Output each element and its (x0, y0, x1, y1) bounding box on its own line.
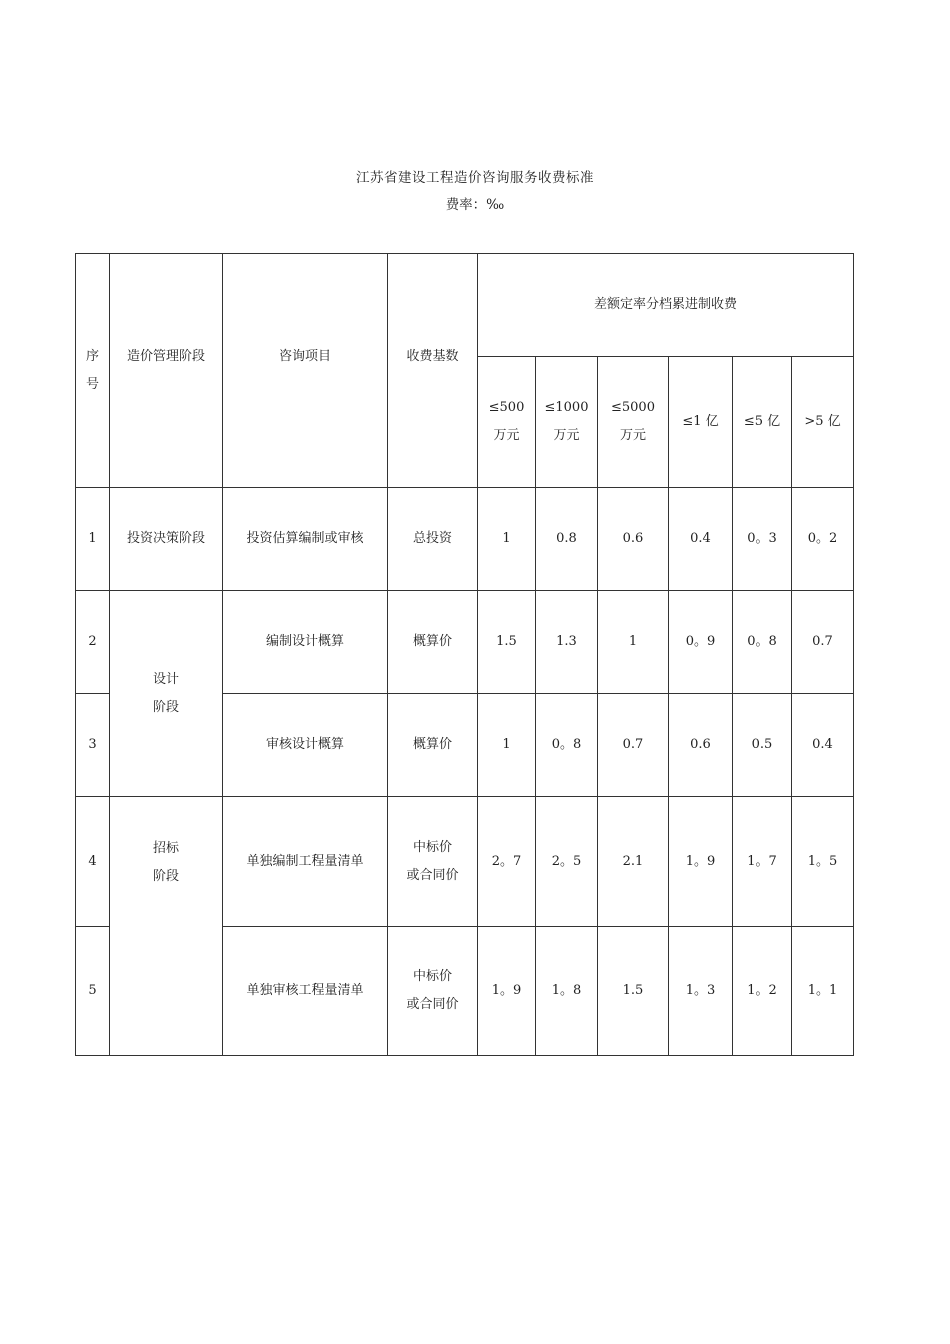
row-base-line1: 中标价 (412, 969, 452, 984)
header-item (223, 254, 388, 488)
header-seq-line1: 序 (85, 348, 99, 364)
rate-cell: 0.4 (669, 488, 733, 591)
header-tier-line1: ≤500 (488, 400, 525, 415)
header-tier-line1: ≤5000 (611, 400, 655, 415)
row-base-line2: 或合同价 (406, 997, 459, 1012)
rate-cell: 1 (478, 488, 536, 591)
header-base-label: 收费基数 (406, 348, 459, 364)
row-item: 编制设计概算 (223, 591, 388, 694)
fee-rate-unit: 费率：‰ (445, 197, 505, 213)
header-group: 差额定率分档累进制收费 (478, 254, 854, 357)
rate-cell: 1。9 (669, 797, 733, 927)
row-base: 概算价 (388, 694, 478, 797)
stage-design-line2: 阶段 (152, 699, 179, 715)
rate-cell: 1.5 (478, 591, 536, 694)
rate-cell: 0。8 (733, 591, 792, 694)
row-stage: 投资决策阶段 (110, 488, 223, 591)
header-seq-line2: 号 (85, 376, 99, 392)
rate-cell: 0。2 (792, 488, 854, 591)
rate-cell: 1。8 (536, 927, 598, 1056)
rate-cell: 2.1 (598, 797, 669, 927)
header-tier-6: >5 亿 (792, 357, 854, 488)
row-base (388, 927, 478, 1056)
header-seq (76, 254, 110, 488)
document-title: 江苏省建设工程造价咨询服务收费标准 (356, 170, 594, 186)
row-item: 审核设计概算 (223, 694, 388, 797)
rate-cell: 0.6 (669, 694, 733, 797)
rate-cell: 1。9 (478, 927, 536, 1056)
header-tier-line2: 万元 (493, 428, 520, 443)
rate-cell: 1 (598, 591, 669, 694)
rate-cell: 0.7 (598, 694, 669, 797)
header-tier-4: ≤1 亿 (669, 357, 733, 488)
table-row (76, 488, 854, 591)
row-base-line2: 或合同价 (406, 867, 459, 883)
header-item-label: 咨询项目 (278, 348, 331, 364)
rate-cell: 1.3 (536, 591, 598, 694)
row-item: 单独审核工程量清单 (223, 927, 388, 1056)
row-base (388, 797, 478, 927)
rate-cell: 1。1 (792, 927, 854, 1056)
rate-cell: 1。2 (733, 927, 792, 1056)
row-seq: 5 (76, 927, 110, 1056)
row-seq: 1 (76, 488, 110, 591)
rate-cell: 1 (478, 694, 536, 797)
rate-cell: 0。8 (536, 694, 598, 797)
header-tier-line2: 万元 (553, 428, 580, 443)
header-tier-2 (536, 357, 598, 488)
stage-design (110, 591, 223, 797)
rate-cell: 2。7 (478, 797, 536, 927)
rate-cell: 1.5 (598, 927, 669, 1056)
row-seq: 4 (76, 797, 110, 927)
stage-design-line1: 设计 (152, 671, 179, 687)
header-stage (110, 254, 223, 488)
rate-cell: 1。3 (669, 927, 733, 1056)
row-seq: 2 (76, 591, 110, 694)
rate-cell: 0.5 (733, 694, 792, 797)
header-tier-1 (478, 357, 536, 488)
rate-cell: 0。3 (733, 488, 792, 591)
rate-cell: 1。7 (733, 797, 792, 927)
rate-cell: 0.6 (598, 488, 669, 591)
rate-cell: 0.4 (792, 694, 854, 797)
header-row-top (76, 254, 854, 357)
header-base (388, 254, 478, 488)
rate-cell: 0。9 (669, 591, 733, 694)
stage-bid-line1: 招标 (152, 841, 179, 856)
rate-cell: 1。5 (792, 797, 854, 927)
table-row (76, 591, 854, 694)
row-seq: 3 (76, 694, 110, 797)
row-base-line1: 中标价 (412, 839, 452, 855)
rate-cell: 2。5 (536, 797, 598, 927)
header-stage-label: 造价管理阶段 (126, 348, 205, 364)
rate-cell: 0.8 (536, 488, 598, 591)
rate-cell: 0.7 (792, 591, 854, 694)
stage-bid-line2: 阶段 (152, 869, 179, 884)
header-tier-5: ≤5 亿 (733, 357, 792, 488)
row-item: 单独编制工程量清单 (223, 797, 388, 927)
header-tier-3 (598, 357, 669, 488)
header-tier-line2: 万元 (619, 428, 646, 443)
row-base: 概算价 (388, 591, 478, 694)
row-base: 总投资 (388, 488, 478, 591)
stage-bid (110, 797, 223, 1056)
fee-standard-table (75, 253, 854, 1056)
row-item: 投资估算编制或审核 (223, 488, 388, 591)
table-row (76, 797, 854, 927)
header-tier-line1: ≤1000 (544, 400, 589, 415)
